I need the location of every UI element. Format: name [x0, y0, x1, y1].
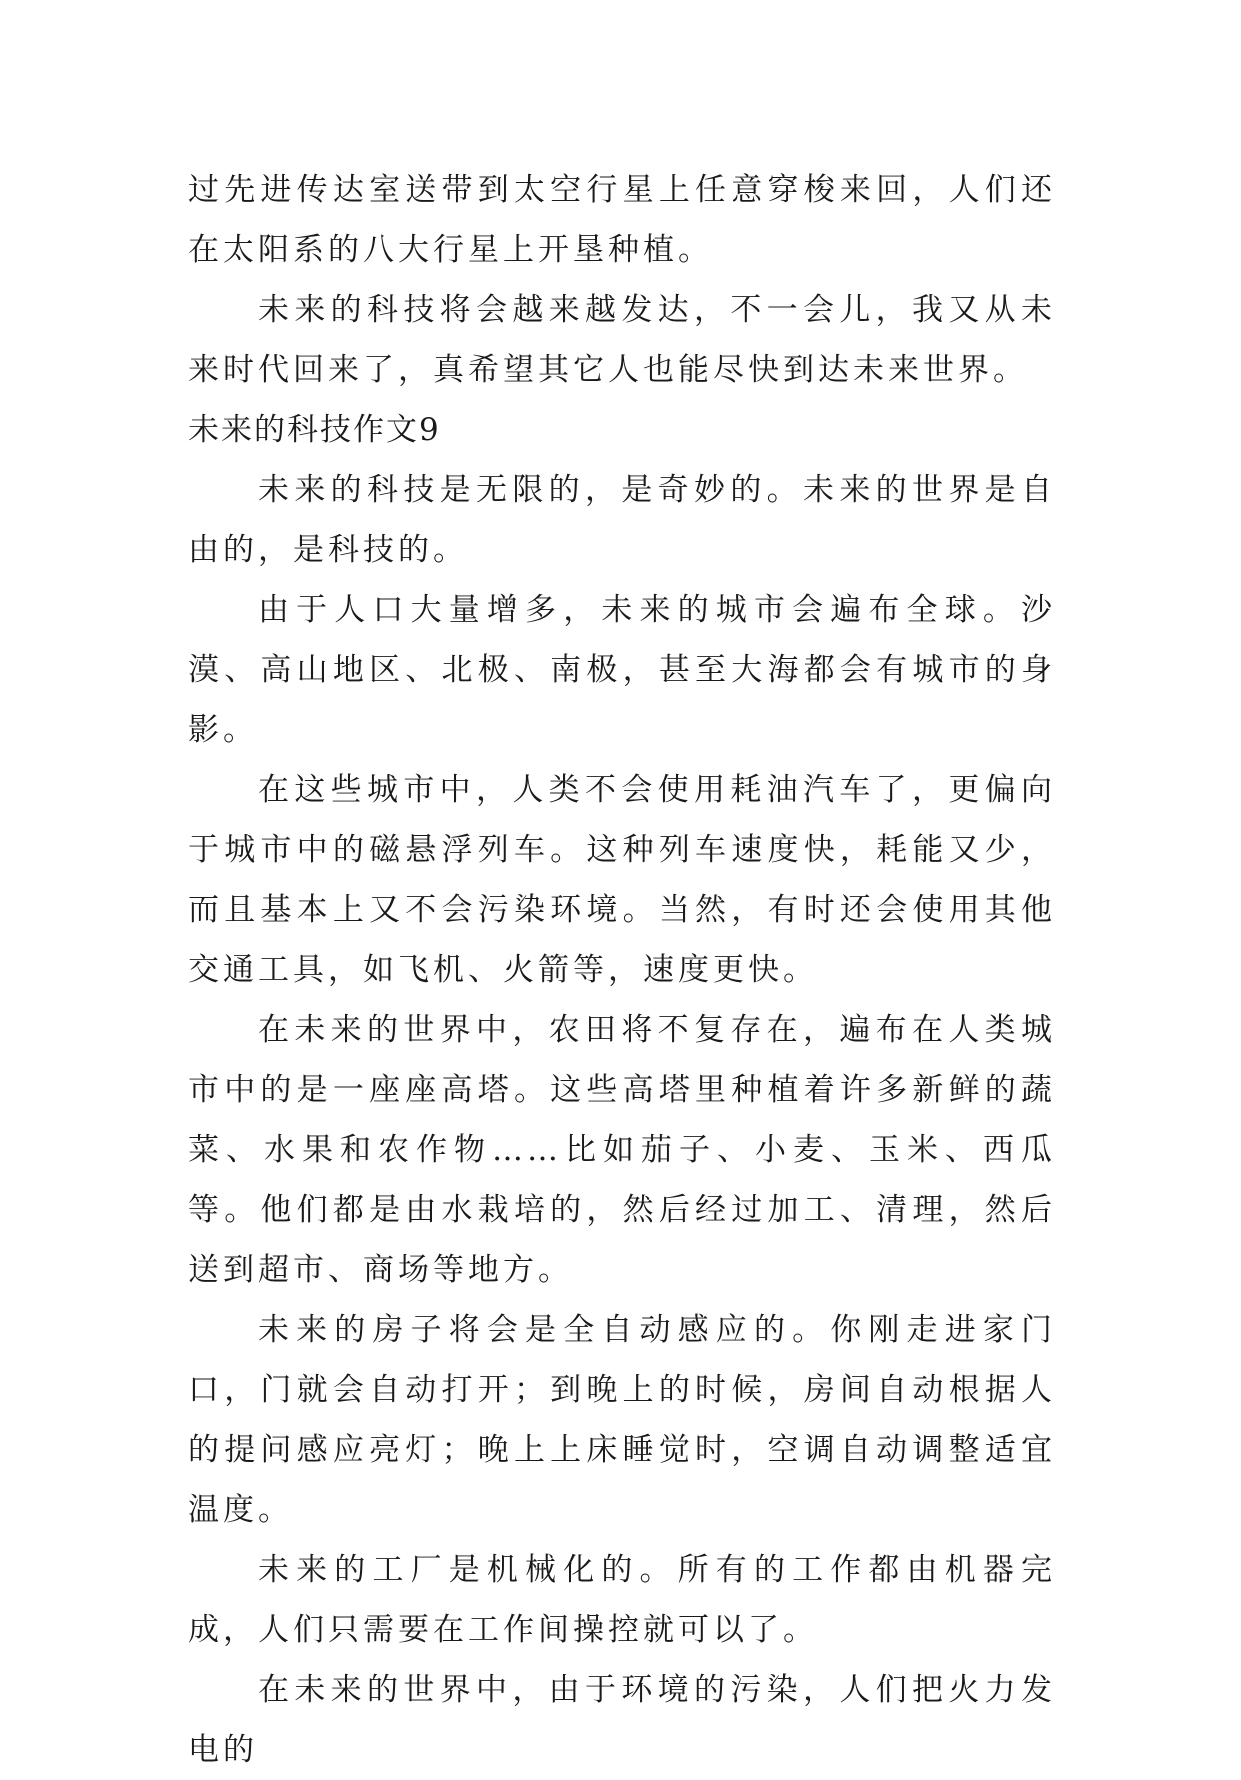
- paragraph: 未来的科技将会越来越发达，不一会儿，我又从未来时代回来了，真希望其它人也能尽快到达未来世界。: [188, 292, 1056, 388]
- paragraph: 在未来的世界中，农田将不复存在，遍布在人类城市中的是一座座高塔。这些高塔里种植着许多新鲜的蔬菜、水果和农作物……比如茄子、小麦、玉米、西瓜等。他们都是由水栽培的，然后经过加工、清理，然后送到超市、商场等地方。: [188, 1012, 1056, 1288]
- document-body: [188, 160, 1056, 1780]
- paragraph: 未来的房子将会是全自动感应的。你刚走进家门口，门就会自动打开；到晚上的时候，房间自动根据人的提问感应亮灯；晚上上床睡觉时，空调自动调整适宜温度。: [188, 1312, 1056, 1528]
- paragraph: 在这些城市中，人类不会使用耗油汽车了，更偏向于城市中的磁悬浮列车。这种列车速度快，耗能又少，而且基本上又不会污染环境。当然，有时还会使用其他交通工具，如飞机、火箭等，速度更快。: [188, 772, 1056, 988]
- paragraph: 由于人口大量增多，未来的城市会遍布全球。沙漠、高山地区、北极、南极，甚至大海都会有城市的身影。: [188, 592, 1056, 748]
- paragraph: 在未来的世界中，由于环境的污染，人们把火力发电的: [188, 1672, 1056, 1768]
- paragraph: 未来的科技是无限的，是奇妙的。未来的世界是自由的，是科技的。: [188, 472, 1056, 568]
- paragraph-continuation: 过先进传达室送带到太空行星上任意穿梭来回，人们还在太阳系的八大行星上开垦种植。: [188, 172, 1056, 268]
- paragraph: 未来的工厂是机械化的。所有的工作都由机器完成，人们只需要在工作间操控就可以了。: [188, 1552, 1056, 1648]
- section-heading: 未来的科技作文9: [188, 412, 441, 448]
